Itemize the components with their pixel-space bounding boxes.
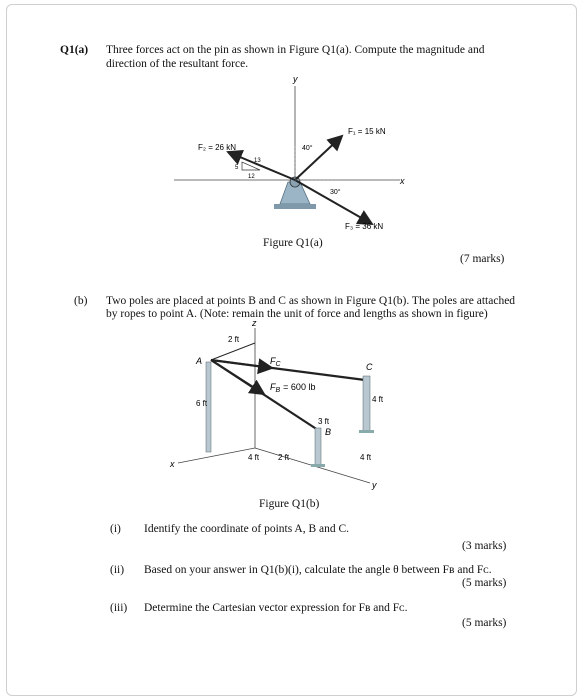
y-axis-label: y	[293, 74, 298, 84]
point-c-label: C	[366, 362, 373, 372]
force-f3-label: F₃ = 36 kN	[345, 222, 384, 231]
dim-3ft: 3 ft	[318, 417, 330, 426]
force-f1-label: F₁ = 15 kN	[348, 127, 386, 136]
force-f1-arrow	[295, 136, 342, 180]
pole-c	[363, 376, 370, 431]
figure-q1a-caption: Figure Q1(a)	[263, 237, 323, 249]
q1b-text-line1: Two poles are placed at points B and C as shown in Figure Q1(b). The poles are attached	[106, 295, 516, 307]
sub-iii-number: (iii)	[110, 602, 128, 614]
angle-30: 30°	[330, 189, 341, 196]
support-base	[274, 204, 316, 209]
angle-40: 40°	[302, 145, 313, 152]
q1a-text-line2: direction of the resultant force.	[106, 58, 249, 70]
sub-iii-marks: (5 marks)	[462, 617, 507, 629]
sub-iii-text: Determine the Cartesian vector expression for Fʙ and Fᴄ.	[144, 602, 408, 614]
dim-2ft-top: 2 ft	[228, 335, 240, 344]
sub-i-number: (i)	[110, 523, 121, 535]
sub-ii-text: Based on your answer in Q1(b)(i), calculate the angle θ between Fʙ and Fᴄ.	[144, 564, 492, 576]
x-axis-label: x	[170, 459, 175, 469]
sub-i-marks: (3 marks)	[462, 540, 507, 552]
sub-ii-number: (ii)	[110, 564, 125, 576]
sub-i-text: Identify the coordinate of points A, B and C.	[144, 523, 350, 535]
force-fc-label: $F_C$	[270, 356, 281, 368]
z-axis-label: z	[252, 318, 257, 328]
dim-2ft-bottom: 2 ft	[278, 453, 290, 462]
x-axis	[178, 448, 255, 463]
figure-q1b-caption: Figure Q1(b)	[259, 498, 320, 510]
figure-q1a	[160, 72, 440, 242]
q1a-marks: (7 marks)	[460, 253, 505, 265]
slope-12: 12	[248, 174, 255, 180]
force-f2-label: F₂ = 26 kN	[198, 143, 237, 152]
pole-c-base	[359, 430, 374, 433]
q1b-label: (b)	[74, 295, 88, 307]
y-axis-label: y	[372, 480, 377, 490]
point-b-label: B	[325, 427, 332, 437]
sub-ii-marks: (5 marks)	[462, 577, 507, 589]
slope-13: 13	[254, 158, 261, 164]
dim-4ft-bottom: 4 ft	[248, 453, 260, 462]
figure-q1b	[160, 318, 420, 493]
x-axis-label: x	[400, 176, 405, 186]
slope-5: 5	[235, 165, 239, 171]
q1a-text-line1: Three forces act on the pin as shown in Figure Q1(a). Compute the magnitude and	[106, 44, 485, 56]
dim-4ft-far: 4 ft	[360, 453, 372, 462]
point-a-label: A	[196, 356, 203, 366]
pole-b-base	[311, 464, 325, 467]
dim-6ft: 6 ft	[196, 399, 208, 408]
q1a-label: Q1(a)	[60, 44, 89, 56]
pole-b	[315, 428, 321, 466]
dim-4ft-right: 4 ft	[372, 395, 384, 404]
force-fb-label: $F_B = 600$ lb	[270, 382, 316, 394]
q1b-text-line2: by ropes to point A. (Note: remain the unit of force and lengths as shown in figure)	[106, 308, 488, 320]
